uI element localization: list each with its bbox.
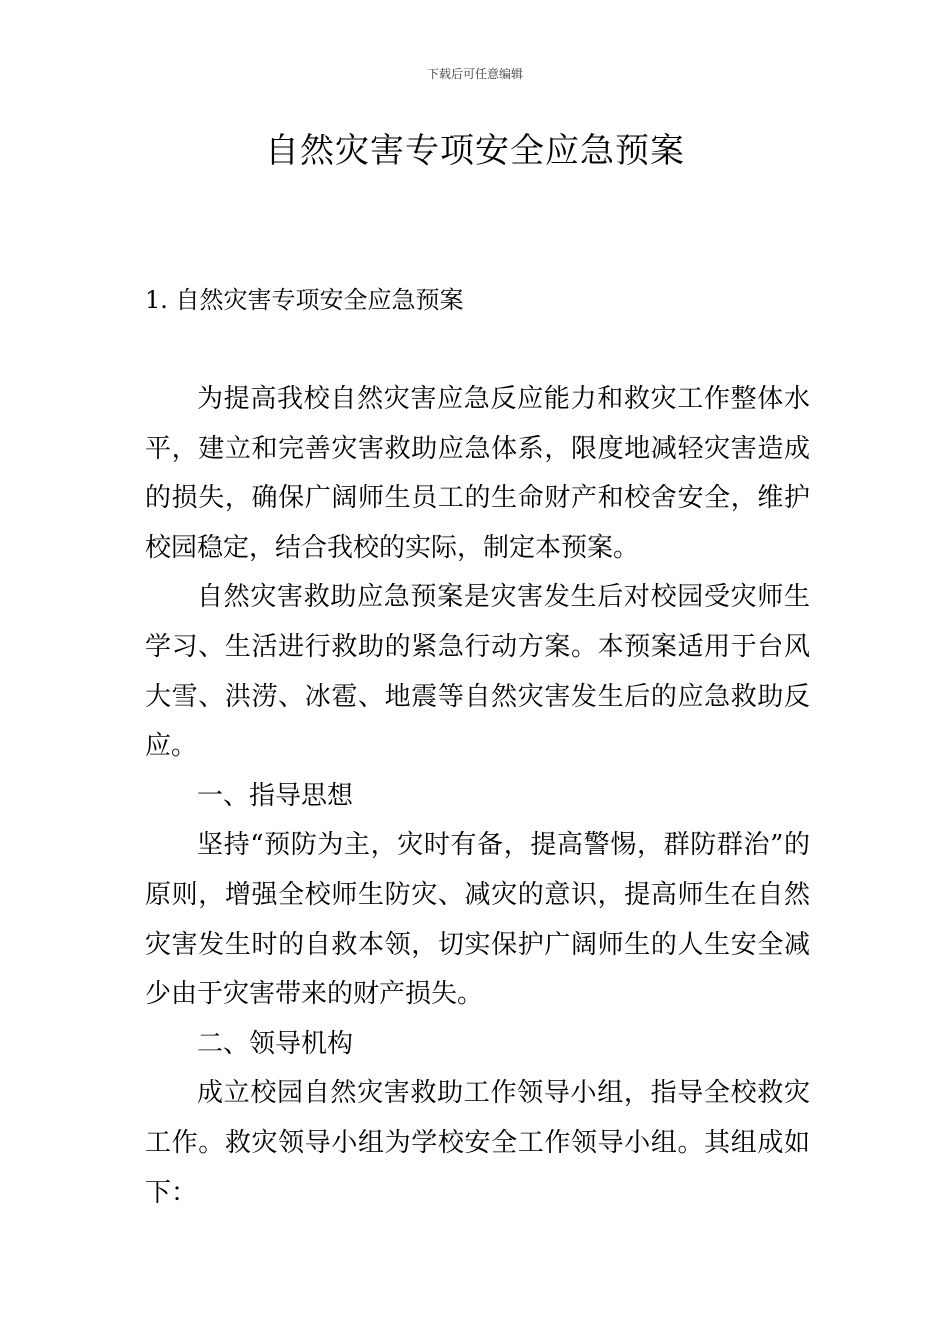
paragraph-leadership: 成立校园自然灾害救助工作领导小组，指导全校救灾工作。救灾领导小组为学校安全工作领导小组。其组成如下：	[145, 1078, 810, 1208]
heading-guiding-ideology: 一、指导思想	[197, 780, 354, 811]
document-body	[145, 375, 810, 1218]
paragraph-scope: 自然灾害救助应急预案是灾害发生后对校园受灾师生学习、生活进行救助的紧急行动方案。本预案适用于台风大雪、洪涝、冰雹、地震等自然灾害发生后的应急救助反应。	[145, 582, 810, 762]
paragraph-guiding-ideology: 坚持“预防为主，灾时有备，提高警惕，群防群治”的原则，增强全校师生防灾、减灾的意识，提高师生在自然灾害发生时的自救本领，切实保护广阔师生的人生安全减少由于灾害带来的财产损失。	[145, 830, 810, 1010]
document-title: 自然灾害专项安全应急预案	[265, 131, 685, 171]
section-heading: 1. 自然灾害专项安全应急预案	[145, 286, 464, 314]
header-note: 下载后可任意编辑	[426, 67, 523, 81]
heading-leadership: 二、领导机构	[197, 1028, 354, 1059]
paragraph-purpose: 为提高我校自然灾害应急反应能力和救灾工作整体水平，建立和完善灾害救助应急体系，限度地减轻灾害造成的损失，确保广阔师生员工的生命财产和校舍安全，维护校园稳定，结合我校的实际，制定本预案。	[145, 384, 810, 563]
